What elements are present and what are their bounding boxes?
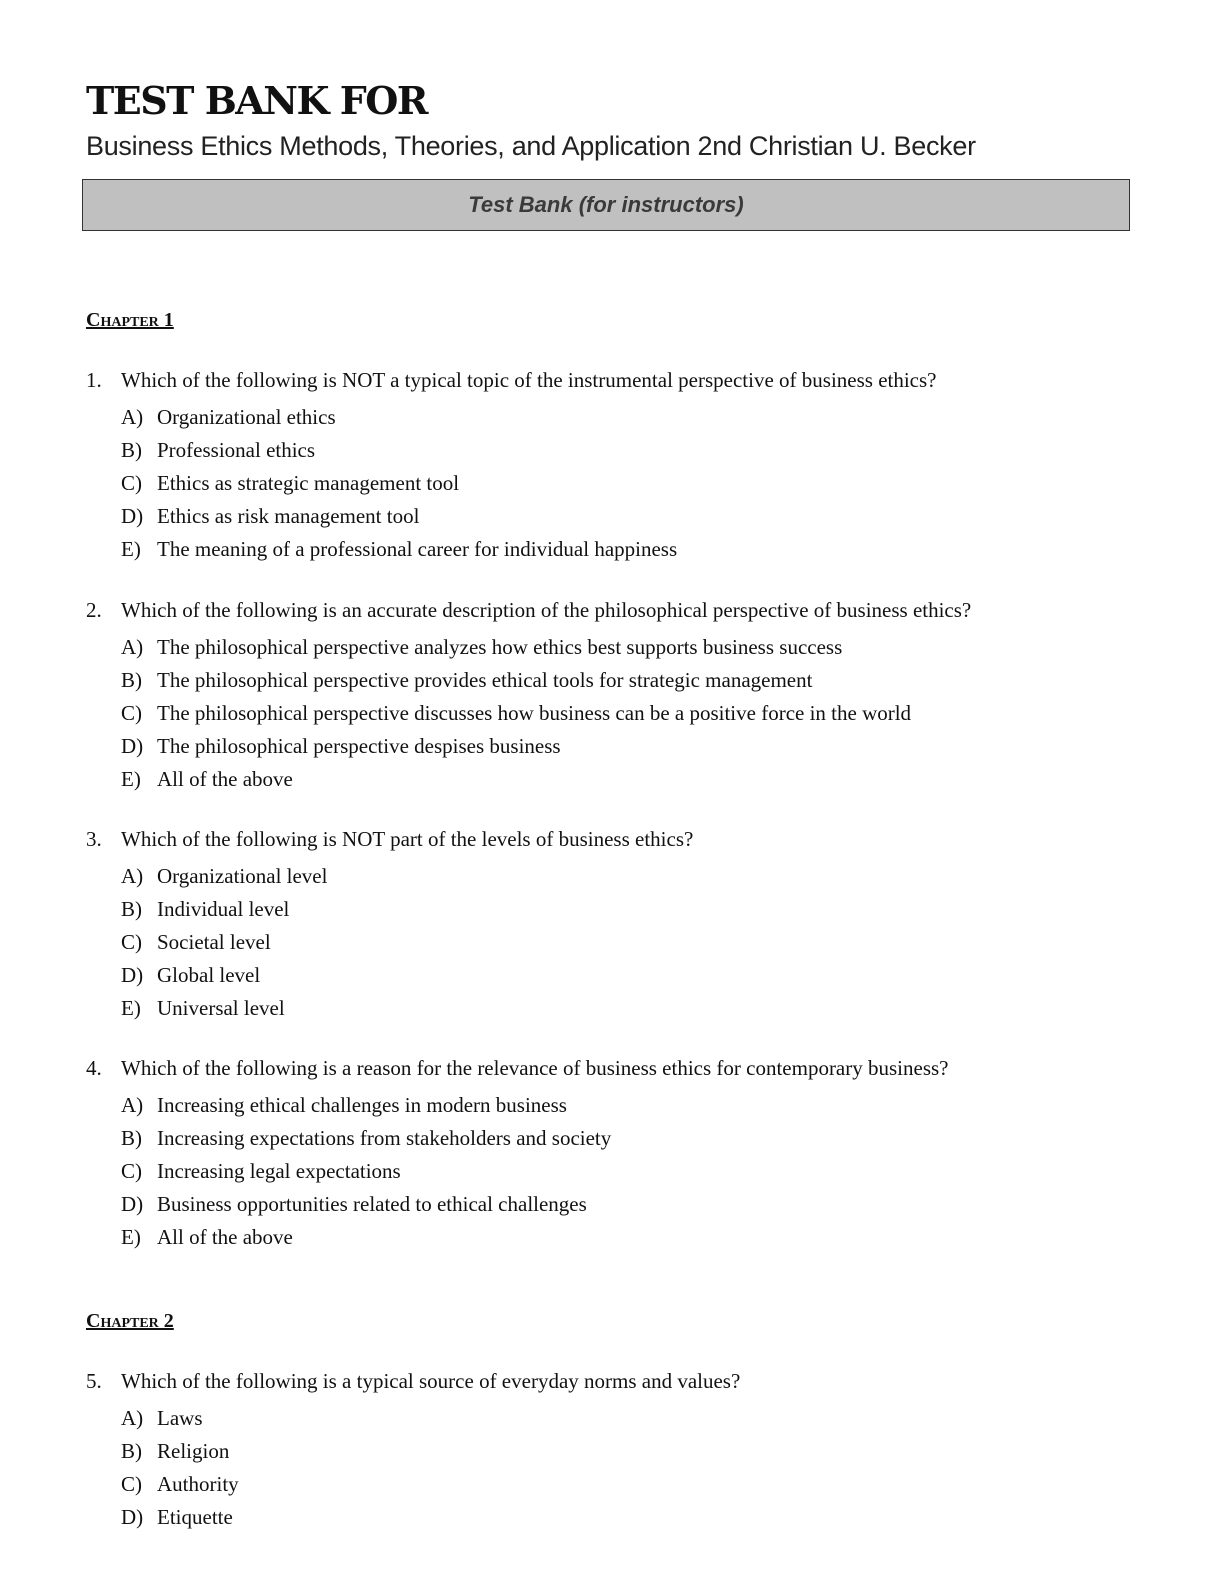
question-text: Which of the following is a typical source of everyday norms and values? <box>121 1369 741 1393</box>
option-b <box>86 1128 1184 1161</box>
question-text: Which of the following is NOT a typical topic of the instrumental perspective of business ethics? <box>121 368 937 392</box>
option-e <box>86 998 1184 1031</box>
option-d <box>86 965 1184 998</box>
question-1 <box>86 370 1184 572</box>
options-list <box>86 407 1184 572</box>
banner-label: Test Bank (for instructors) <box>468 192 744 217</box>
option-letter: A) <box>121 1406 144 1430</box>
option-b <box>86 899 1184 932</box>
option-a <box>86 637 1184 670</box>
option-a <box>86 1408 1184 1441</box>
option-text: Laws <box>157 1406 203 1430</box>
option-letter: B) <box>121 897 142 921</box>
question-text: Which of the following is an accurate description of the philosophical perspective of business ethics? <box>121 598 972 622</box>
option-c <box>86 932 1184 965</box>
page-title: TEST BANK FOR <box>86 78 427 123</box>
option-b <box>86 440 1184 473</box>
question-3 <box>86 829 1184 1031</box>
option-text: The philosophical perspective discusses how business can be a positive force in the world <box>157 701 912 725</box>
option-text: Universal level <box>157 996 285 1020</box>
option-text: Global level <box>157 963 261 987</box>
option-d <box>86 1194 1184 1227</box>
option-letter: C) <box>121 1159 142 1183</box>
option-a <box>86 407 1184 440</box>
options-list <box>86 1095 1184 1260</box>
book-subtitle: Business Ethics Methods, Theories, and Application 2nd Christian U. Becker <box>86 131 976 161</box>
option-text: Ethics as strategic management tool <box>157 471 460 495</box>
option-letter: A) <box>121 1093 144 1117</box>
option-letter: D) <box>121 1505 144 1529</box>
question-number: 3. <box>86 827 102 851</box>
option-letter: E) <box>121 1225 141 1249</box>
option-text: Increasing legal expectations <box>157 1159 401 1183</box>
option-letter: E) <box>121 767 141 791</box>
option-c <box>86 703 1184 736</box>
question-number: 4. <box>86 1056 102 1080</box>
option-text: Etiquette <box>157 1505 233 1529</box>
question-number: 5. <box>86 1369 102 1393</box>
option-text: The meaning of a professional career for individual happiness <box>157 537 678 561</box>
option-letter: C) <box>121 930 142 954</box>
option-a <box>86 1095 1184 1128</box>
option-letter: A) <box>121 864 144 888</box>
option-text: The philosophical perspective provides ethical tools for strategic management <box>157 668 813 692</box>
option-text: Professional ethics <box>157 438 316 462</box>
option-text: Religion <box>157 1439 230 1463</box>
option-d <box>86 1507 1184 1540</box>
option-text: Ethics as risk management tool <box>157 504 420 528</box>
option-text: All of the above <box>157 767 293 791</box>
question-2 <box>86 600 1184 802</box>
option-d <box>86 736 1184 769</box>
option-letter: D) <box>121 963 144 987</box>
chapter-2-heading: Chapter 2 <box>86 1310 174 1332</box>
question-number: 1. <box>86 368 102 392</box>
option-letter: A) <box>121 405 144 429</box>
option-c <box>86 1161 1184 1194</box>
option-text: Increasing ethical challenges in modern business <box>157 1093 567 1117</box>
option-letter: C) <box>121 471 142 495</box>
option-letter: A) <box>121 635 144 659</box>
chapter-1-heading: Chapter 1 <box>86 309 174 331</box>
test-bank-banner <box>82 179 1130 231</box>
options-list <box>86 1408 1184 1540</box>
option-letter: E) <box>121 537 141 561</box>
option-b <box>86 1441 1184 1474</box>
option-letter: B) <box>121 438 142 462</box>
option-text: Organizational level <box>157 864 328 888</box>
question-4 <box>86 1058 1184 1260</box>
option-c <box>86 473 1184 506</box>
option-text: Organizational ethics <box>157 405 336 429</box>
question-5 <box>86 1371 1184 1540</box>
option-c <box>86 1474 1184 1507</box>
option-e <box>86 769 1184 802</box>
question-text: Which of the following is a reason for the relevance of business ethics for contemporary business? <box>121 1056 949 1080</box>
option-e <box>86 539 1184 572</box>
option-text: All of the above <box>157 1225 293 1249</box>
option-letter: D) <box>121 1192 144 1216</box>
option-letter: C) <box>121 701 142 725</box>
option-text: Authority <box>157 1472 239 1496</box>
option-letter: B) <box>121 1439 142 1463</box>
question-number: 2. <box>86 598 102 622</box>
option-text: The philosophical perspective despises business <box>157 734 561 758</box>
option-a <box>86 866 1184 899</box>
options-list <box>86 637 1184 802</box>
option-text: Business opportunities related to ethical challenges <box>157 1192 587 1216</box>
option-d <box>86 506 1184 539</box>
option-letter: D) <box>121 504 144 528</box>
option-letter: B) <box>121 668 142 692</box>
option-text: Increasing expectations from stakeholders and society <box>157 1126 612 1150</box>
option-text: Societal level <box>157 930 271 954</box>
option-letter: E) <box>121 996 141 1020</box>
option-letter: D) <box>121 734 144 758</box>
option-text: Individual level <box>157 897 290 921</box>
option-text: The philosophical perspective analyzes how ethics best supports business success <box>157 635 843 659</box>
option-letter: C) <box>121 1472 142 1496</box>
question-text: Which of the following is NOT part of the levels of business ethics? <box>121 827 694 851</box>
option-letter: B) <box>121 1126 142 1150</box>
options-list <box>86 866 1184 1031</box>
option-e <box>86 1227 1184 1260</box>
option-b <box>86 670 1184 703</box>
